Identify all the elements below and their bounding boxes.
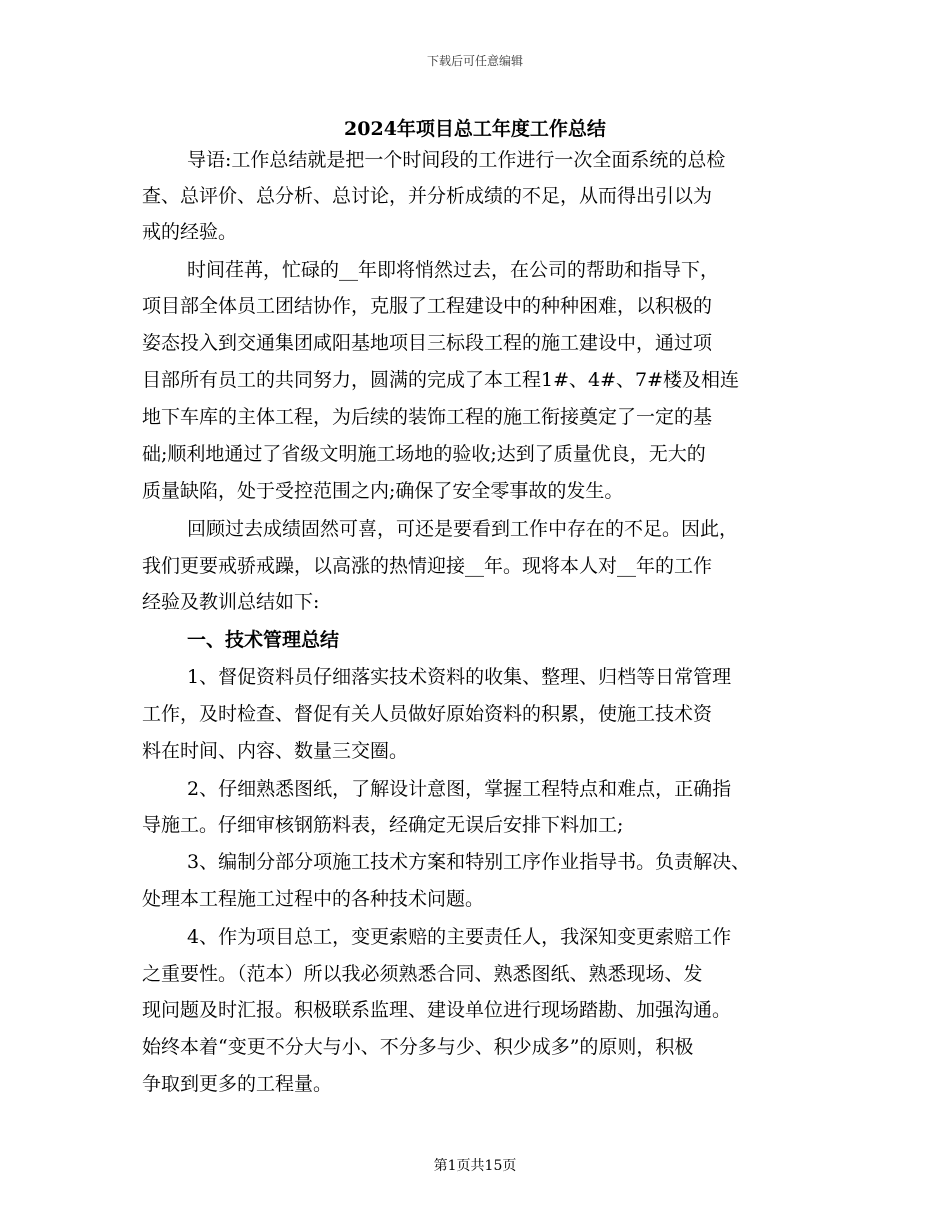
body-line: 工作，及时检查、督促有关人员做好原始资料的积累，使施工技术资: [142, 703, 713, 725]
body-line: 2、仔细熟悉图纸，了解设计意图，掌握工程特点和难点，正确指: [187, 778, 732, 800]
body-line: 经验及教训总结如下:: [142, 591, 320, 613]
body-line: 处理本工程施工过程中的各种技术问题。: [142, 888, 485, 910]
page-number-footer: 第1页共15页: [433, 1158, 517, 1174]
body-line: 3、编制分部分项施工技术方案和特别工序作业指导书。负责解决、: [187, 851, 751, 873]
body-line: 1、督促资料员仔细落实技术资料的收集、整理、归档等日常管理: [187, 666, 732, 688]
body-line: 现问题及时汇报。积极联系监理、建设单位进行现场踏勘、加强沟通。: [142, 999, 732, 1021]
document-title: 2024年项目总工年度工作总结: [344, 118, 606, 140]
section-heading: 一、技术管理总结: [187, 629, 340, 651]
page-header-note: 下载后可任意编辑: [426, 54, 523, 68]
body-line: 查、总评价、总分析、总讨论，并分析成绩的不足，从而得出引以为: [142, 185, 713, 207]
body-line: 始终本着“变更不分大与小、不分多与少、积少成多”的原则，积极: [142, 1036, 694, 1058]
body-line: 质量缺陷，处于受控范围之内;确保了安全零事故的发生。: [142, 480, 624, 502]
body-line: 导施工。仔细审核钢筋料表，经确定无误后安排下料加工;: [142, 814, 624, 836]
body-line: 料在时间、内容、数量三交圈。: [142, 740, 409, 762]
body-line: 目部所有员工的共同努力，圆满的完成了本工程1#、4#、7#楼及相连: [142, 369, 740, 391]
body-line: 础;顺利地通过了省级文明施工场地的验收;达到了质量优良，无大的: [142, 443, 706, 465]
body-line: 姿态投入到交通集团咸阳基地项目三标段工程的施工建设中，通过项: [142, 332, 713, 354]
body-line: 回顾过去成绩固然可喜，可还是要看到工作中存在的不足。因此，: [187, 518, 739, 540]
body-line: 之重要性。（范本）所以我必须熟悉合同、熟悉图纸、熟悉现场、发: [142, 963, 703, 985]
body-line: 地下车库的主体工程，为后续的装饰工程的施工衔接奠定了一定的基: [142, 406, 713, 428]
body-line: 戒的经验。: [142, 221, 238, 243]
body-line: 我们更要戒骄戒躁，以高涨的热情迎接__年。现将本人对__年的工作: [142, 555, 713, 577]
body-line: 4、作为项目总工，变更索赔的主要责任人，我深知变更索赔工作: [187, 926, 732, 948]
body-line: 时间荏苒，忙碌的__年即将悄然过去，在公司的帮助和指导下，: [187, 259, 720, 281]
body-line: 项目部全体员工团结协作，克服了工程建设中的种种困难，以积极的: [142, 295, 713, 317]
body-line: 导语:工作总结就是把一个时间段的工作进行一次全面系统的总检: [187, 149, 726, 171]
body-line: 争取到更多的工程量。: [142, 1073, 333, 1095]
